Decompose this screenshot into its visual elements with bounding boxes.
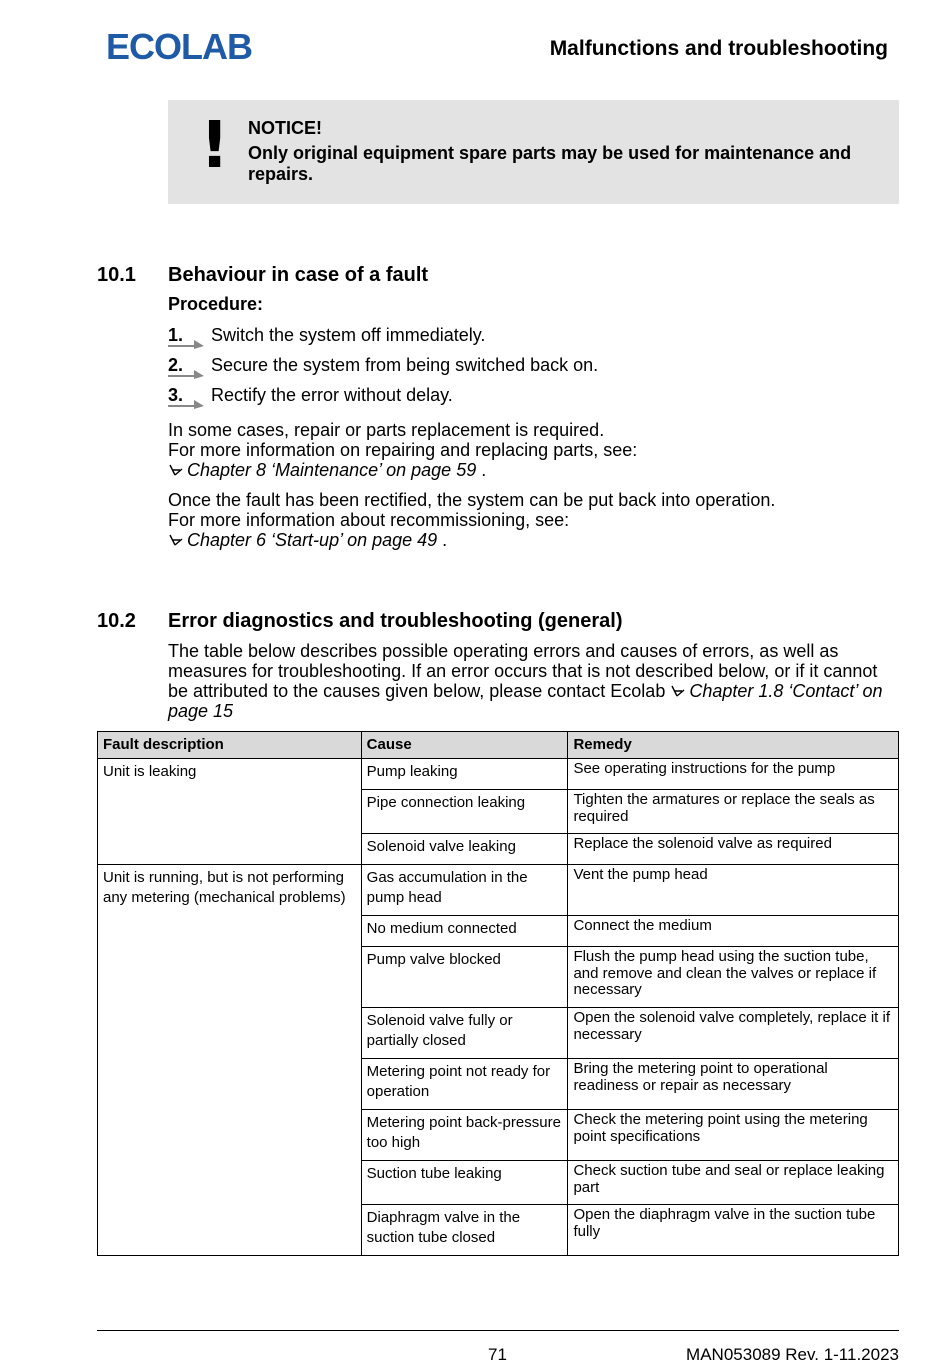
remedy-cell: Replace the solenoid valve as required bbox=[568, 834, 899, 865]
cause-cell: Metering point back-pressure too high bbox=[361, 1110, 568, 1161]
section-number: 10.2 bbox=[97, 610, 136, 632]
remedy-cell: Open the diaphragm valve in the suction tube fully bbox=[568, 1205, 899, 1256]
step-arrow-icon bbox=[168, 397, 204, 409]
remedy-cell: Bring the metering point to operational readiness or repair as necessary bbox=[568, 1059, 899, 1110]
section-title: Behaviour in case of a fault bbox=[168, 264, 429, 286]
procedure-label: Procedure: bbox=[168, 294, 264, 314]
column-header: Remedy bbox=[568, 732, 899, 759]
step-arrow-icon bbox=[168, 367, 204, 379]
column-header: Cause bbox=[361, 732, 568, 759]
cause-cell: Pipe connection leaking bbox=[361, 790, 568, 834]
fault-cell: Unit is running, but is not performing any metering (mechanical problems) bbox=[98, 865, 362, 1256]
paragraph-line: For more information about recommissioning, see: bbox=[168, 510, 570, 530]
troubleshooting-table bbox=[97, 731, 899, 1256]
ecolab-logo bbox=[106, 30, 256, 62]
page-header-title: Malfunctions and troubleshooting bbox=[549, 37, 888, 60]
section-intro bbox=[168, 641, 894, 721]
procedure-step bbox=[168, 325, 768, 347]
remedy-cell: Connect the medium bbox=[568, 916, 899, 947]
cross-reference-icon bbox=[168, 463, 184, 477]
step-arrow-icon bbox=[168, 337, 204, 349]
intro-text: The table below describes possible operating errors and causes of errors, as well as measures for troubleshooting. If an error occurs that is not described below, or if it cannot be attributed to the causes given below, please contact Ecolab bbox=[168, 641, 878, 701]
section-title: Error diagnostics and troubleshooting (general) bbox=[168, 610, 623, 632]
punctuation: . bbox=[437, 530, 448, 550]
chapter-link[interactable]: Chapter 6 ‘Start-up’ on page 49 bbox=[187, 530, 438, 550]
paragraph-line: Once the fault has been rectified, the system can be put back into operation. bbox=[168, 490, 776, 510]
remedy-cell: Vent the pump head bbox=[568, 865, 899, 916]
remedy-cell: See operating instructions for the pump bbox=[568, 759, 899, 790]
column-header: Fault description bbox=[98, 732, 362, 759]
remedy-cell: Tighten the armatures or replace the seals as required bbox=[568, 790, 899, 834]
step-text: Switch the system off immediately. bbox=[211, 325, 486, 345]
cross-reference-icon bbox=[670, 684, 686, 698]
step-number: 2. bbox=[168, 355, 184, 375]
cause-cell: Pump leaking bbox=[361, 759, 568, 790]
step-text: Secure the system from being switched back on. bbox=[211, 355, 599, 375]
cause-cell: Suction tube leaking bbox=[361, 1161, 568, 1205]
table-row bbox=[98, 759, 899, 790]
cause-cell: Diaphragm valve in the suction tube closed bbox=[361, 1205, 568, 1256]
cause-cell: Pump valve blocked bbox=[361, 947, 568, 1008]
notice-title: NOTICE! bbox=[248, 118, 322, 138]
remedy-cell: Flush the pump head using the suction tube, and remove and clean the valves or replace if necessary bbox=[568, 947, 899, 1008]
procedure-step bbox=[168, 355, 768, 377]
logo-text: ECOLAB bbox=[106, 30, 252, 62]
notice-text: Only original equipment spare parts may be used for maintenance and repairs. bbox=[248, 143, 852, 184]
paragraph-maintenance bbox=[168, 420, 893, 480]
cause-cell: Solenoid valve fully or partially closed bbox=[361, 1008, 568, 1059]
paragraph-line: In some cases, repair or parts replacement is required. bbox=[168, 420, 605, 440]
chapter-link[interactable]: Chapter 1.8 ‘Contact’ on page 15 bbox=[168, 681, 883, 721]
cause-cell: Solenoid valve leaking bbox=[361, 834, 568, 865]
step-number: 1. bbox=[168, 325, 184, 345]
notice-box bbox=[168, 100, 899, 204]
cause-cell: Gas accumulation in the pump head bbox=[361, 865, 568, 916]
document-id: MAN053089 Rev. 1-11.2023 bbox=[686, 1345, 899, 1362]
section-number: 10.1 bbox=[97, 264, 136, 286]
footer-divider bbox=[97, 1330, 899, 1331]
cross-reference-line bbox=[168, 530, 893, 550]
step-number: 3. bbox=[168, 385, 184, 405]
cause-cell: No medium connected bbox=[361, 916, 568, 947]
remedy-cell: Open the solenoid valve completely, replace it if necessary bbox=[568, 1008, 899, 1059]
chapter-link[interactable]: Chapter 8 ‘Maintenance’ on page 59 bbox=[187, 460, 477, 480]
page-number: 71 bbox=[488, 1345, 507, 1362]
table-row bbox=[98, 865, 899, 916]
table-header-row bbox=[98, 732, 899, 759]
procedure-step bbox=[168, 385, 768, 407]
punctuation: . bbox=[476, 460, 487, 480]
cause-cell: Metering point not ready for operation bbox=[361, 1059, 568, 1110]
paragraph-line: For more information on repairing and replacing parts, see: bbox=[168, 440, 638, 460]
exclamation-icon: ! bbox=[200, 109, 230, 183]
fault-cell: Unit is leaking bbox=[98, 759, 362, 865]
remedy-cell: Check the metering point using the metering point specifications bbox=[568, 1110, 899, 1161]
step-text: Rectify the error without delay. bbox=[211, 385, 453, 405]
paragraph-startup bbox=[168, 490, 893, 550]
cross-reference-line bbox=[168, 460, 893, 480]
cross-reference-icon bbox=[168, 533, 184, 547]
remedy-cell: Check suction tube and seal or replace leaking part bbox=[568, 1161, 899, 1205]
